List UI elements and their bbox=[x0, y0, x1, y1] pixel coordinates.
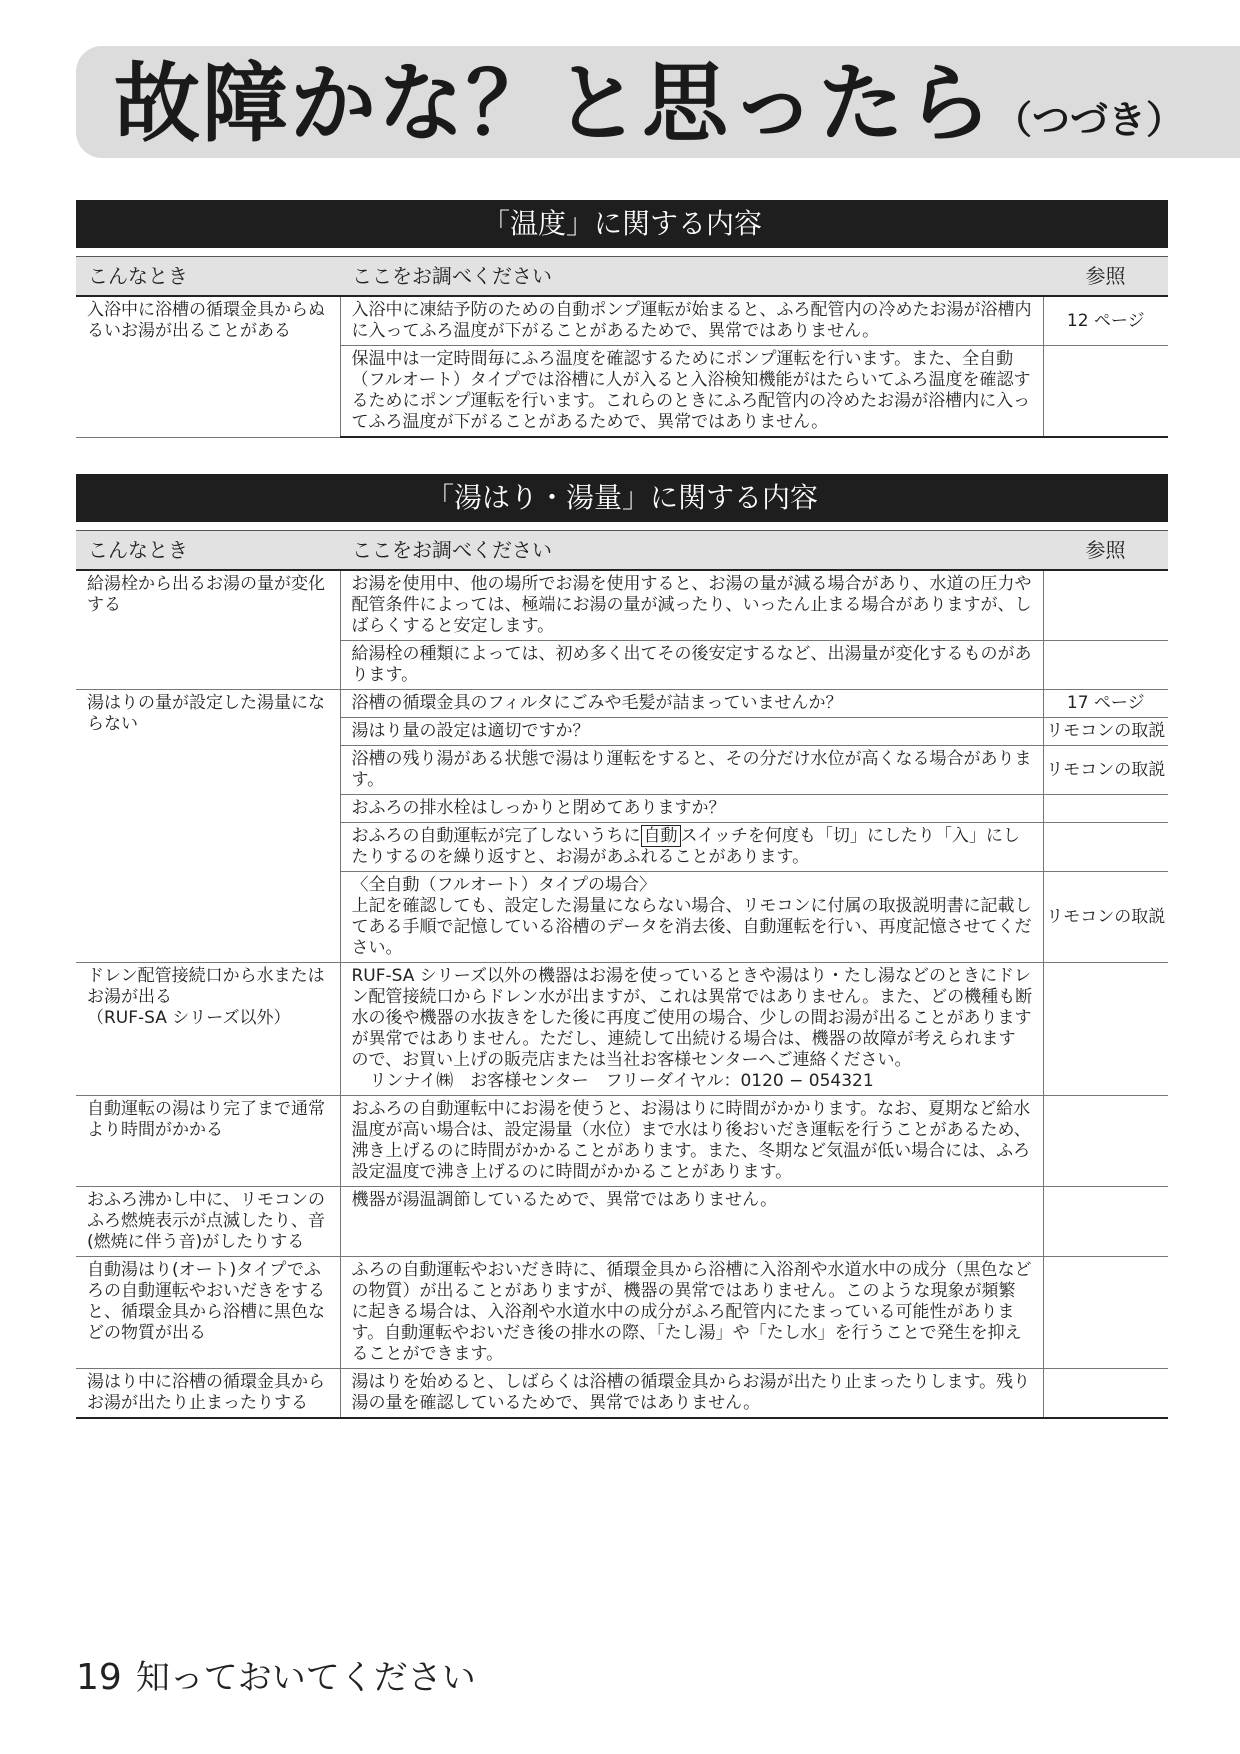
check-cell bbox=[340, 823, 1043, 872]
col-header-ref: 参照 bbox=[1043, 531, 1168, 571]
ref-cell bbox=[1043, 1257, 1168, 1369]
ref-cell bbox=[1043, 823, 1168, 872]
symptom-cell: 入浴中に浴槽の循環金具からぬるいお湯が出ることがある bbox=[76, 296, 340, 437]
table-header-row bbox=[76, 257, 1168, 297]
check-cell: 入浴中に凍結予防のための自動ポンプ運転が始まると、ふろ配管内の冷めたお湯が浴槽内に入ってふろ温度が下がることがあるためで、異常ではありません。 bbox=[340, 296, 1043, 346]
check-cell: 給湯栓の種類によっては、初め多く出てその後安定するなど、出湯量が変化するものがあります。 bbox=[340, 641, 1043, 690]
check-cell: 浴槽の循環金具のフィルタにごみや毛髪が詰まっていませんか？ bbox=[340, 690, 1043, 718]
contact-line: リンナイ㈱ お客様センター フリーダイヤル：0120 − 054321 bbox=[369, 1071, 874, 1091]
col-header-when: こんなとき bbox=[76, 531, 340, 571]
check-cell: ふろの自動運転やおいだき時に、循環金具から浴槽に入浴剤や水道水中の成分（黒色などの物質）が出ることがありますが、機器の異常ではありません。このような現象が頻繁に起きる場合は、入浴剤や水道水中の成分がふろ配管内にたまっている可能性があります。自動運転やおいだき後の排水の際、「たし湯」や「たし水」を行うことで発生を抑えることができます。 bbox=[340, 1257, 1043, 1369]
section-heading-fill-volume: 「湯はり・湯量」に関する内容 bbox=[76, 474, 1168, 522]
col-header-when: こんなとき bbox=[76, 257, 340, 297]
symptom-cell: 湯はり中に浴槽の循環金具からお湯が出たり止まったりする bbox=[76, 1369, 340, 1419]
ref-cell bbox=[1043, 346, 1168, 438]
ref-cell: リモコンの取説 bbox=[1043, 718, 1168, 746]
check-text-pre: おふろの自動運転が完了しないうちに bbox=[351, 826, 641, 846]
table-row bbox=[76, 296, 1168, 346]
check-text: RUF-SA シリーズ以外の機器はお湯を使っているときや湯はり・たし湯などのときにドレン配管接続口からドレン水が出ますが、これは異常ではありません。また、どの機種も断水の後や機器の水抜きをした後に再度ご使用の場合、少しの間お湯が出ることがありますが異常ではありません。ただし、連続して出続ける場合は、機器の故障が考えられますので、お買い上げの販売店または当社お客様センターへご連絡ください。 bbox=[351, 966, 1033, 1070]
symptom-cell: 湯はりの量が設定した湯量にならない bbox=[76, 690, 340, 963]
col-header-check: ここをお調べください bbox=[340, 257, 1043, 297]
table-header-row bbox=[76, 531, 1168, 571]
check-cell: 保温中は一定時間毎にふろ温度を確認するためにポンプ運転を行います。また、全自動（フルオート）タイプでは浴槽に人が入ると入浴検知機能がはたらいてふろ温度を確認するためにポンプ運転を行います。これらのときにふろ配管内の冷めたお湯が浴槽内に入ってふろ温度が下がることがあるためで、異常ではありません。 bbox=[340, 346, 1043, 438]
check-text: 上記を確認しても、設定した湯量にならない場合、リモコンに付属の取扱説明書に記載してある手順で記憶している浴槽のデータを消去後、自動運転を行い、再度記憶させてください。 bbox=[351, 896, 1032, 958]
ref-cell bbox=[1043, 963, 1168, 1096]
page-title bbox=[114, 54, 1184, 170]
ref-cell: リモコンの取説 bbox=[1043, 872, 1168, 963]
col-header-check: ここをお調べください bbox=[340, 531, 1043, 571]
symptom-cell: 給湯栓から出るお湯の量が変化する bbox=[76, 570, 340, 690]
col-header-ref: 参照 bbox=[1043, 257, 1168, 297]
check-cell: 湯はりを始めると、しばらくは浴槽の循環金具からお湯が出たり止まったりします。残り湯の量を確認しているためで、異常ではありません。 bbox=[340, 1369, 1043, 1419]
ref-cell bbox=[1043, 641, 1168, 690]
page-footer bbox=[76, 1650, 476, 1699]
table-row bbox=[76, 963, 1168, 1096]
table-row bbox=[76, 1257, 1168, 1369]
ref-cell: リモコンの取説 bbox=[1043, 746, 1168, 795]
check-cell bbox=[340, 872, 1043, 963]
ref-cell: 17 ページ bbox=[1043, 690, 1168, 718]
page-title-sub: （つづき） bbox=[994, 98, 1185, 142]
check-cell: おふろの排水栓はしっかりと閉めてありますか？ bbox=[340, 795, 1043, 823]
symptom-cell: おふろ沸かし中に、リモコンのふろ燃焼表示が点滅したり、音(燃焼に伴う音)がしたりする bbox=[76, 1187, 340, 1257]
check-cell: 浴槽の残り湯がある状態で湯はり運転をすると、その分だけ水位が高くなる場合があります。 bbox=[340, 746, 1043, 795]
check-cell: 湯はり量の設定は適切ですか？ bbox=[340, 718, 1043, 746]
symptom-note: （RUF-SA シリーズ以外） bbox=[87, 1008, 291, 1028]
check-text-post: スイッチを何度も「切」にしたり「入」にしたりするのを繰り返すと、お湯があふれることがあります。 bbox=[351, 826, 1020, 867]
page-number: 19 bbox=[76, 1657, 122, 1698]
symptom-cell bbox=[76, 963, 340, 1096]
page-title-main: 故障かな？と思ったら bbox=[114, 54, 994, 154]
table-row bbox=[76, 1096, 1168, 1187]
ref-cell bbox=[1043, 570, 1168, 641]
ref-cell: 12 ページ bbox=[1043, 296, 1168, 346]
ref-cell bbox=[1043, 795, 1168, 823]
check-cell: 機器が湯温調節しているためで、異常ではありません。 bbox=[340, 1187, 1043, 1257]
fill-volume-table bbox=[76, 530, 1168, 1419]
check-cell: お湯を使用中、他の場所でお湯を使用すると、お湯の量が減る場合があり、水道の圧力や配管条件によっては、極端にお湯の量が減ったり、いったん止まる場合がありますが、しばらくすると安定します。 bbox=[340, 570, 1043, 641]
table-row bbox=[76, 570, 1168, 641]
table-row bbox=[76, 1369, 1168, 1419]
footer-section-label: 知っておいてください bbox=[135, 1658, 476, 1698]
symptom-text: ドレン配管接続口から水またはお湯が出る bbox=[87, 966, 325, 1007]
table-row bbox=[76, 690, 1168, 718]
check-cell: おふろの自動運転中にお湯を使うと、お湯はりに時間がかかります。なお、夏期など給水温度が高い場合は、設定湯量（水位）まで水はり後おいだき運転を行うことがあるため、沸き上げるのに時間がかかることがあります。また、冬期など気温が低い場合には、ふろ設定温度で沸き上げるのに時間がかかることがあります。 bbox=[340, 1096, 1043, 1187]
temperature-table bbox=[76, 256, 1168, 438]
section-heading-temperature: 「温度」に関する内容 bbox=[76, 200, 1168, 248]
table-row bbox=[76, 1187, 1168, 1257]
ref-cell bbox=[1043, 1369, 1168, 1419]
ref-cell bbox=[1043, 1096, 1168, 1187]
symptom-cell: 自動運転の湯はり完了まで通常より時間がかかる bbox=[76, 1096, 340, 1187]
ref-cell bbox=[1043, 1187, 1168, 1257]
check-label: 〈全自動（フルオート）タイプの場合〉 bbox=[351, 875, 656, 895]
symptom-cell: 自動湯はり(オート)タイプでふろの自動運転やおいだきをすると、循環金具から浴槽に黒色などの物質が出る bbox=[76, 1257, 340, 1369]
check-cell bbox=[340, 963, 1043, 1096]
auto-switch-key: 自動 bbox=[641, 825, 681, 847]
